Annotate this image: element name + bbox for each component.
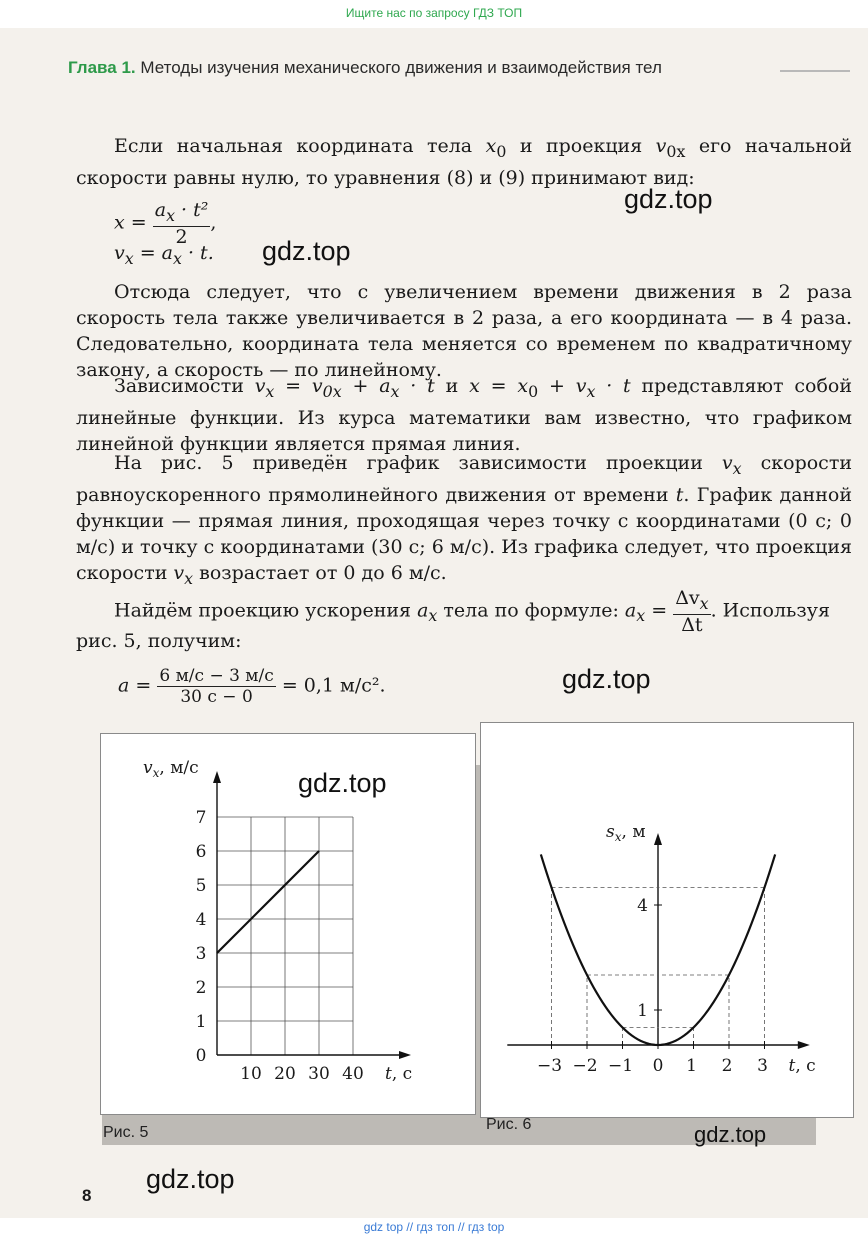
origin-label: 0 xyxy=(195,1046,207,1066)
paragraph-5: Найдём проекцию ускорения $a_x$ тела по формуле: $a_x$ = $\frac{\Delta v_x}{\Delta t}$ . Используя xyxy=(114,587,830,636)
x-tick-label: 3 xyxy=(757,1056,768,1076)
watermark: gdz.top xyxy=(298,768,387,798)
y-tick-label: 7 xyxy=(195,808,207,828)
y-axis-arrow xyxy=(213,771,221,783)
figure-5-caption: Рис. 5 xyxy=(103,1124,149,1141)
figure-6-chart xyxy=(481,723,853,1117)
paragraph-2: Отсюда следует, что с увеличением времени движения в 2 раза скорость тела также увеличивается в 2 раза, а его координата — в 4 раза. Следовательно, координата тела меняется со временем по квадратичному закону, а скорость — по линейному. xyxy=(76,281,852,381)
x-tick-label: 40 xyxy=(342,1064,364,1084)
x-tick-label: −2 xyxy=(572,1056,598,1076)
x-axis-arrow xyxy=(798,1041,810,1049)
figure-5-frame xyxy=(100,733,476,1115)
watermark: gdz.top xyxy=(694,1122,767,1147)
y-tick-label: 1 xyxy=(637,1001,648,1021)
bottom-links[interactable]: gdz top // гдз топ // гдз top xyxy=(363,1220,505,1234)
y-tick-label: 3 xyxy=(195,944,207,964)
x-tick-label: −1 xyxy=(607,1056,634,1076)
y-tick-label: 4 xyxy=(195,910,207,930)
paragraph-5-tail: рис. 5, получим: xyxy=(76,630,242,652)
equation-v: $v_x = a_x \cdot t$. xyxy=(114,242,214,268)
page-number: 8 xyxy=(82,1186,92,1205)
formula-fraction: $\frac{\Delta v_x}{\Delta t}$ xyxy=(675,587,709,636)
y-tick-label: 2 xyxy=(195,978,207,998)
y-tick-label: 6 xyxy=(195,842,207,862)
x-tick-label: −3 xyxy=(536,1056,563,1076)
paragraph-3: Зависимости $v_x = v_{0x} + a_x \cdot t$ и $x = x_0 + v_x \cdot t$ представляют собой линейные функции. Из курса математики вам известно, что графиком линейной функции является прямая линия. xyxy=(76,375,853,455)
y-axis-label: $s_x$, м xyxy=(606,822,646,844)
chapter-number: Глава 1. xyxy=(68,58,136,77)
figure-5-chart xyxy=(101,734,475,1114)
equation-x: x = $\frac{a_x \cdot t^2}{2}$ , xyxy=(114,199,217,248)
x-axis-arrow xyxy=(399,1051,411,1059)
chapter-header xyxy=(68,58,662,78)
figure-6-caption: Рис. 6 xyxy=(486,1116,532,1133)
paragraph-4: На рис. 5 приведён график зависимости проекции $v_x$ скорости равноускоренного прямолинейного движения от времени t. График данной функции — прямая линия, проходящая через точку с координатами (0 с; 0 м/с) и точку с координатами (30 с; 6 м/с). Из графика следует, что проекция скорости $v_x$ возрастает от 0 до 6 м/с. xyxy=(76,452,852,588)
paragraph-1: Если начальная координата тела $x_0$ и проекция $v_{0x}$ его начальной скорости равны нулю, то уравнения (8) и (9) принимают вид: xyxy=(76,135,853,189)
watermark: gdz.top xyxy=(624,184,713,214)
equation-calc: a = $\frac{6 м/с - 3 м/с}{30 с - 0}$ = 0,1 м/с². xyxy=(118,666,386,707)
watermark: gdz.top xyxy=(146,1164,235,1194)
y-axis-label: $v_x$, м/с xyxy=(143,758,199,780)
y-tick-label: 4 xyxy=(637,896,648,916)
top-search-link[interactable]: Ищите нас по запросу ГДЗ ТОП xyxy=(345,6,523,20)
series-line xyxy=(217,851,319,953)
x-tick-label: 30 xyxy=(308,1064,330,1084)
header-rule xyxy=(780,70,850,72)
x-tick-label: 2 xyxy=(721,1056,733,1076)
x-tick-label: 0 xyxy=(652,1056,664,1076)
x-tick-label: 1 xyxy=(686,1056,697,1076)
chapter-title: Методы изучения механического движения и взаимодействия тел xyxy=(140,58,662,77)
y-axis-arrow xyxy=(654,833,662,845)
x-tick-label: 10 xyxy=(240,1064,262,1084)
watermark: gdz.top xyxy=(562,664,651,694)
x-axis-label: t, с xyxy=(385,1064,413,1084)
y-tick-label: 1 xyxy=(195,1012,207,1032)
x-axis-label: t, с xyxy=(788,1056,816,1076)
figure-6-frame xyxy=(480,722,854,1118)
y-tick-label: 5 xyxy=(195,876,207,896)
watermark: gdz.top xyxy=(262,236,351,266)
x-tick-label: 20 xyxy=(274,1064,296,1084)
